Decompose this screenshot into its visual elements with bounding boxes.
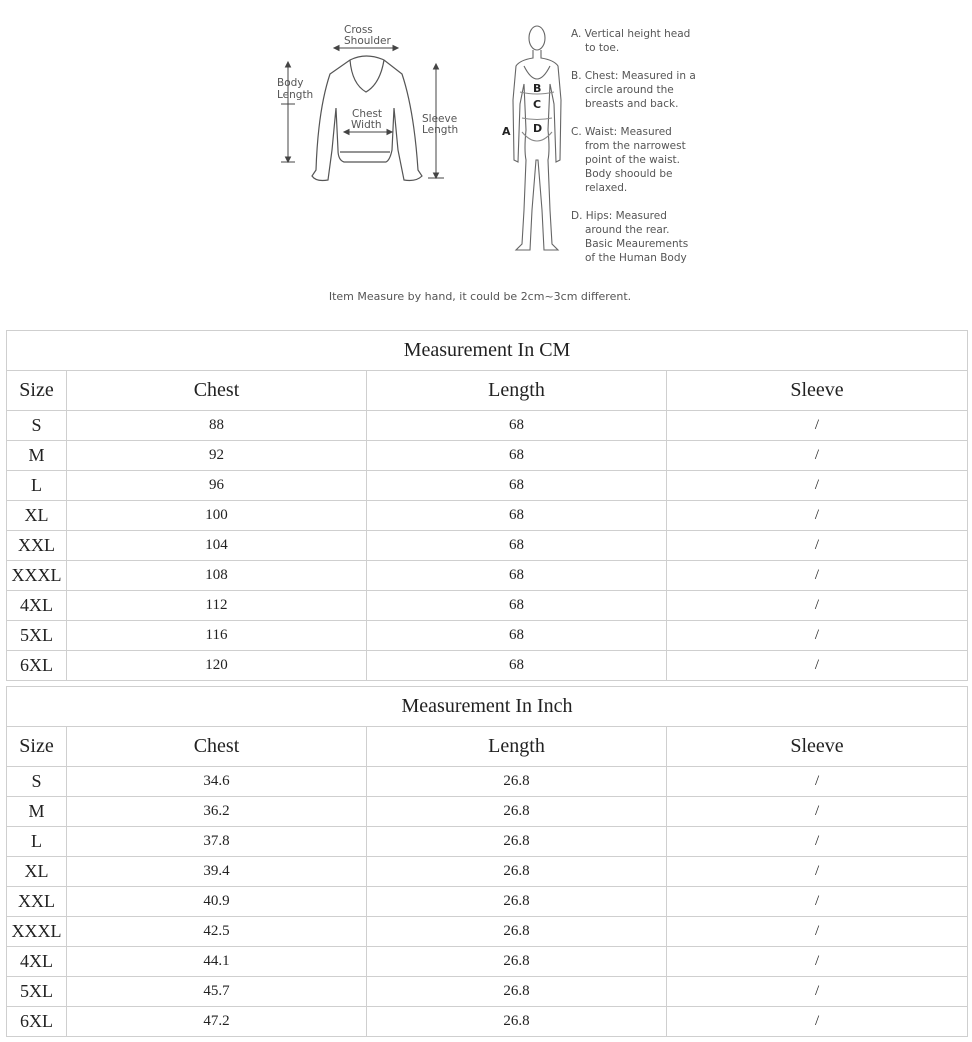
value-cell: 68	[367, 501, 667, 531]
body-length-label-1: Body	[277, 77, 304, 89]
value-cell: /	[667, 947, 968, 977]
column-header: Length	[367, 727, 667, 767]
size-cell: 4XL	[7, 947, 67, 977]
size-table-inch	[6, 686, 968, 1037]
size-cell: L	[7, 471, 67, 501]
value-cell: /	[667, 917, 968, 947]
marker-b: B	[533, 82, 542, 95]
size-cell: 5XL	[7, 977, 67, 1007]
size-cell: M	[7, 441, 67, 471]
table-row	[7, 471, 968, 501]
value-cell: 96	[67, 471, 367, 501]
body-note-d: D. Hips: Measured around the rear. Basic Meaurements of the Human Body	[571, 210, 689, 264]
table-row	[7, 531, 968, 561]
value-cell: 92	[67, 441, 367, 471]
value-cell: /	[667, 767, 968, 797]
size-cell: XXL	[7, 887, 67, 917]
table-title: Measurement In CM	[7, 331, 968, 371]
table-header-row	[7, 371, 968, 411]
size-cell: 6XL	[7, 651, 67, 681]
value-cell: /	[667, 827, 968, 857]
value-cell: 108	[67, 561, 367, 591]
value-cell: /	[667, 591, 968, 621]
chest-width-label-1: Chest	[352, 108, 383, 120]
value-cell: /	[667, 621, 968, 651]
body-note-b: B. Chest: Measured in a circle around the breasts and back.	[571, 70, 696, 110]
size-cell: XXXL	[7, 917, 67, 947]
value-cell: 26.8	[367, 767, 667, 797]
value-cell: 26.8	[367, 977, 667, 1007]
table-row	[7, 621, 968, 651]
table-title: Measurement In Inch	[7, 687, 968, 727]
table-row	[7, 977, 968, 1007]
measure-note: Item Measure by hand, it could be 2cm~3cm different.	[328, 290, 632, 303]
value-cell: 112	[67, 591, 367, 621]
column-header: Sleeve	[667, 371, 968, 411]
table-row	[7, 501, 968, 531]
value-cell: 68	[367, 411, 667, 441]
value-cell: 68	[367, 441, 667, 471]
value-cell: 68	[367, 561, 667, 591]
value-cell: 100	[67, 501, 367, 531]
value-cell: /	[667, 531, 968, 561]
chest-width-label-2: Width	[351, 119, 382, 131]
value-cell: 88	[67, 411, 367, 441]
size-cell: 6XL	[7, 1007, 67, 1037]
table-row	[7, 857, 968, 887]
table-row	[7, 947, 968, 977]
marker-a: A	[502, 125, 511, 138]
value-cell: 40.9	[67, 887, 367, 917]
value-cell: /	[667, 651, 968, 681]
table-row	[7, 797, 968, 827]
value-cell: 44.1	[67, 947, 367, 977]
column-header: Length	[367, 371, 667, 411]
value-cell: /	[667, 797, 968, 827]
table-row	[7, 651, 968, 681]
value-cell: 26.8	[367, 947, 667, 977]
value-cell: 26.8	[367, 827, 667, 857]
value-cell: 26.8	[367, 797, 667, 827]
value-cell: /	[667, 411, 968, 441]
table-row	[7, 591, 968, 621]
value-cell: /	[667, 887, 968, 917]
column-header: Sleeve	[667, 727, 968, 767]
value-cell: 39.4	[67, 857, 367, 887]
value-cell: /	[667, 977, 968, 1007]
body-note-a: A. Vertical height head to toe.	[571, 28, 691, 54]
value-cell: 26.8	[367, 857, 667, 887]
size-cell: 4XL	[7, 591, 67, 621]
column-header: Chest	[67, 371, 367, 411]
marker-d: D	[533, 122, 543, 135]
table-row	[7, 561, 968, 591]
value-cell: 34.6	[67, 767, 367, 797]
value-cell: 47.2	[67, 1007, 367, 1037]
table-row	[7, 827, 968, 857]
value-cell: 68	[367, 591, 667, 621]
table-row	[7, 1007, 968, 1037]
value-cell: 37.8	[67, 827, 367, 857]
size-cell: XL	[7, 857, 67, 887]
value-cell: 68	[367, 621, 667, 651]
value-cell: 26.8	[367, 887, 667, 917]
body-length-label-2: Length	[277, 89, 314, 101]
size-cell: L	[7, 827, 67, 857]
table-header-row	[7, 727, 968, 767]
table-row	[7, 917, 968, 947]
value-cell: 26.8	[367, 1007, 667, 1037]
measurement-diagram	[0, 0, 972, 320]
value-cell: 68	[367, 651, 667, 681]
size-cell: M	[7, 797, 67, 827]
value-cell: /	[667, 1007, 968, 1037]
column-header: Size	[7, 371, 67, 411]
table-row	[7, 767, 968, 797]
value-cell: /	[667, 471, 968, 501]
sleeve-length-label-2: Length	[422, 124, 459, 136]
size-cell: 5XL	[7, 621, 67, 651]
table-row	[7, 441, 968, 471]
value-cell: 116	[67, 621, 367, 651]
value-cell: 42.5	[67, 917, 367, 947]
table-row	[7, 411, 968, 441]
value-cell: /	[667, 857, 968, 887]
table-row	[7, 887, 968, 917]
body-figure-illustration	[513, 26, 561, 250]
cross-shoulder-label-2: Shoulder	[344, 35, 391, 47]
column-header: Size	[7, 727, 67, 767]
value-cell: 68	[367, 471, 667, 501]
value-cell: 45.7	[67, 977, 367, 1007]
size-cell: XXL	[7, 531, 67, 561]
value-cell: /	[667, 441, 968, 471]
size-cell: S	[7, 411, 67, 441]
marker-c: C	[533, 98, 542, 111]
column-header: Chest	[67, 727, 367, 767]
value-cell: /	[667, 561, 968, 591]
size-cell: S	[7, 767, 67, 797]
value-cell: 26.8	[367, 917, 667, 947]
value-cell: 120	[67, 651, 367, 681]
body-note-c: C. Waist: Measured from the narrowest point of the waist. Body shoould be relaxed.	[571, 126, 686, 194]
size-table-cm	[6, 330, 968, 681]
value-cell: 104	[67, 531, 367, 561]
value-cell: 68	[367, 531, 667, 561]
size-cell: XXXL	[7, 561, 67, 591]
size-cell: XL	[7, 501, 67, 531]
value-cell: 36.2	[67, 797, 367, 827]
value-cell: /	[667, 501, 968, 531]
diagram-illustration	[0, 0, 972, 320]
cross-shoulder-label-1: Cross	[344, 24, 373, 36]
sleeve-length-label-1: Sleeve	[422, 113, 458, 125]
